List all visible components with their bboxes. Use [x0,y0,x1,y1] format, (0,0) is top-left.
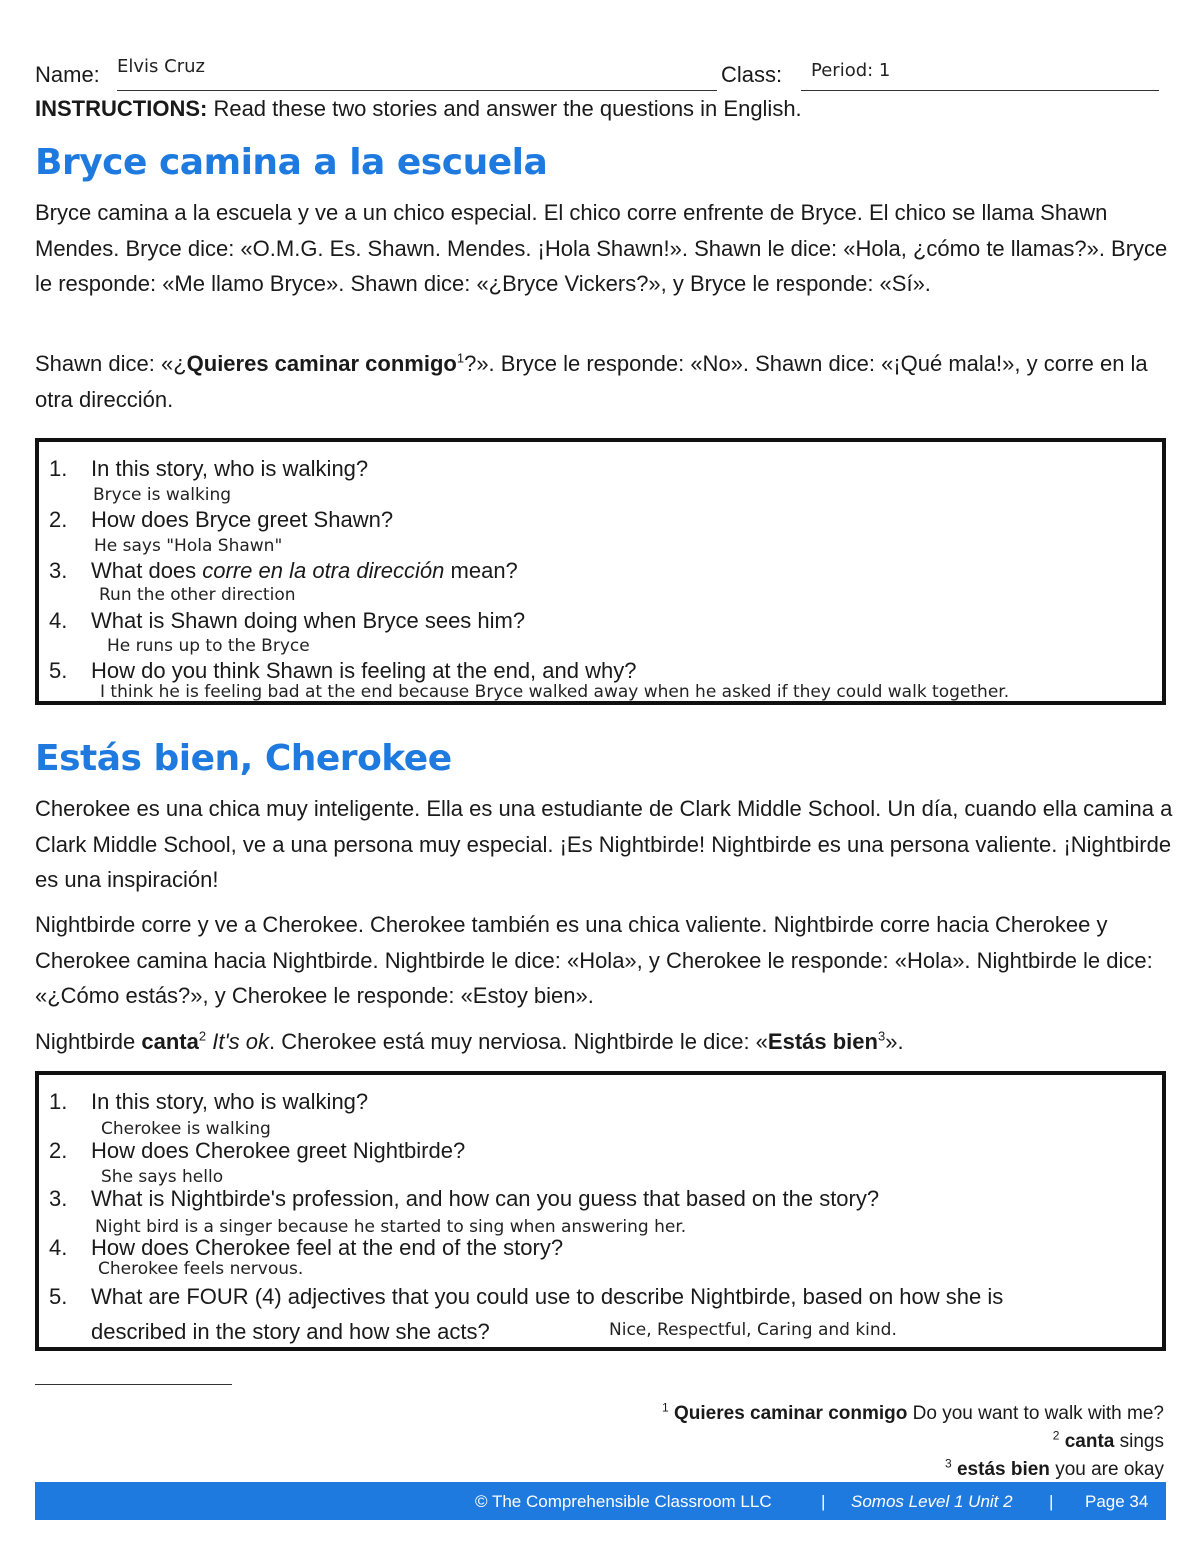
instructions-bold: INSTRUCTIONS: [35,96,208,121]
story2-p3-mid: . Cherokee está muy nerviosa. Nightbirde le dice: « [269,1029,768,1054]
footnote-definition: Do you want to walk with me? [907,1403,1164,1424]
story1-paragraph1: Bryce camina a la escuela y ve a un chico especial. El chico corre enfrente de Bryce. El chico se llama Shawn Mendes. Bryce dice: «O.M.G. Es. Shawn. Mendes. ¡Hola Shawn!». Shawn le dice: «Hola, ¿cómo te llamas?». Bryce le responde: «Me llamo Bryce». Shawn dice: «¿Bryce Vickers?», y Bryce le responde: «Sí». [35,200,1168,296]
question-text: How does Cherokee feel at the end of the story? [91,1235,564,1260]
story2-question-2 [49,1138,465,1164]
instructions-text: Read these two stories and answer the questions in English. [207,96,802,121]
question-text: In this story, who is walking? [91,456,369,481]
footer-separator: | [1049,1492,1054,1511]
footnote-number: 2 [1052,1428,1060,1443]
question-number: 4. [49,608,68,633]
question-text: How does Bryce greet Shawn? [91,507,394,532]
class-value[interactable]: Period: 1 [811,60,891,81]
footnote-definition: you are okay [1049,1459,1164,1480]
footnote-1 [662,1400,1164,1425]
name-label: Name: [35,62,100,87]
story1-question-box [35,438,1166,705]
question-number: 3. [49,558,68,583]
footnote-definition: sings [1114,1431,1164,1452]
story1-answer-1[interactable]: Bryce is walking [93,485,232,505]
story2-question-3 [49,1186,879,1212]
story1-p2-bold: Quieres caminar conmigo [186,351,457,376]
instructions [35,96,802,122]
story2-p3-italic: It's ok [206,1029,269,1054]
story2-answer-3[interactable]: Night bird is a singer because he started to sing when answering her. [95,1217,687,1237]
question-number: 3. [49,1186,68,1211]
story1-question-2 [49,507,393,533]
footnote-3 [945,1456,1164,1481]
story2-answer-5[interactable]: Nice, Respectful, Caring and kind. [609,1320,897,1340]
story2-p3-start: Nightbirde [35,1029,142,1054]
question-text: In this story, who is walking? [91,1089,369,1114]
footer-bar [35,1482,1166,1520]
question-text: What is Nightbirde's profession, and how can you guess that based on the story? [91,1186,880,1211]
story2-question-5-line2: described in the story and how she acts? [91,1319,490,1344]
question-number: 5. [49,1284,68,1309]
question-number: 4. [49,1235,68,1260]
footnote-number: 1 [662,1400,669,1415]
question-text: mean? [444,558,518,583]
class-field-line [801,90,1159,91]
footnote-ref-2: 2 [198,1028,207,1044]
footnote-ref-3: 3 [877,1028,886,1044]
footnote-separator [35,1384,232,1385]
story2-question-5 [49,1284,1003,1310]
footer-separator: | [821,1492,826,1511]
question-number: 1. [49,1089,68,1114]
question-text-italic: corre en la otra dirección [202,558,445,583]
question-number: 1. [49,456,68,481]
class-label: Class: [721,62,783,87]
story2-answer-2[interactable]: She says hello [101,1167,224,1187]
footer-unit: Somos Level 1 Unit 2 [851,1492,1013,1511]
story2-paragraph1: Cherokee es una chica muy inteligente. Ella es una estudiante de Clark Middle School. Un día, cuando ella camina a Clark Middle School, ve a una persona muy especial. ¡Es Nightbirde! Nightbirde es una persona valiente. ¡Nightbirde es una inspiración! [35,796,1173,892]
question-text: How do you think Shawn is feeling at the end, and why? [91,658,637,683]
name-class-header [35,56,1160,96]
story2-title: Estás bien, Cherokee [35,738,452,779]
footnote-number: 3 [945,1456,952,1471]
story2-question-box [35,1071,1166,1351]
question-text: What is Shawn doing when Bryce sees him? [91,608,526,633]
story1-answer-5[interactable]: I think he is feeling bad at the end because Bryce walked away when he asked if they could walk together. [100,682,1010,702]
story2-p3-bold2: Estás bien [767,1029,878,1054]
story1-question-5 [49,658,636,684]
story1-answer-2[interactable]: He says "Hola Shawn" [94,536,283,556]
footnote-term: Quieres caminar conmigo [674,1403,908,1424]
footnote-2 [1052,1428,1164,1453]
story1-answer-3[interactable]: Run the other direction [99,585,296,605]
story2-answer-1[interactable]: Cherokee is walking [101,1119,271,1139]
story2-paragraph3 [35,1024,1175,1060]
story1-answer-4[interactable]: He runs up to the Bryce [107,636,310,656]
name-field-line [117,90,717,91]
question-text: How does Cherokee greet Nightbirde? [91,1138,466,1163]
story2-p3-end: ». [885,1029,904,1054]
name-value[interactable]: Elvis Cruz [117,56,205,77]
story1-title: Bryce camina a la escuela [35,142,548,183]
story2-paragraph2: Nightbirde corre y ve a Cherokee. Cherokee también es una chica valiente. Nightbirde corre hacia Cherokee y Cherokee camina hacia Nightbirde. Nightbirde le dice: «Hola», y Cherokee le responde: «Hola». Nightbirde le dice: «¿Cómo estás?», y Cherokee le responde: «Estoy bien». [35,912,1153,1008]
footnote-ref-1: 1 [456,350,465,366]
story2-question-4 [49,1235,563,1261]
story1-paragraph2 [35,346,1175,417]
story2-answer-4[interactable]: Cherokee feels nervous. [98,1259,304,1279]
question-text: What are FOUR (4) adjectives that you could use to describe Nightbirde, based on how she is [91,1284,1004,1309]
question-number: 5. [49,658,68,683]
footer-page-number: Page 34 [1085,1492,1149,1511]
story1-question-3 [49,558,518,584]
story2-question-1 [49,1089,368,1115]
story1-p2-rest: ?». Bryce le responde: «No». Shawn dice: «¡Qué mala!», y corre en la otra dirección. [35,351,1148,412]
question-number: 2. [49,507,68,532]
footer-copyright: © The Comprehensible Classroom LLC [475,1492,772,1511]
footnote-term: estás bien [956,1459,1050,1480]
footnote-term: canta [1064,1431,1115,1452]
story2-p3-bold1: canta [141,1029,199,1054]
story1-p2-start: Shawn dice: «¿ [35,351,187,376]
question-number: 2. [49,1138,68,1163]
story1-question-1 [49,456,368,482]
question-text: What does [91,558,203,583]
story1-question-4 [49,608,525,634]
